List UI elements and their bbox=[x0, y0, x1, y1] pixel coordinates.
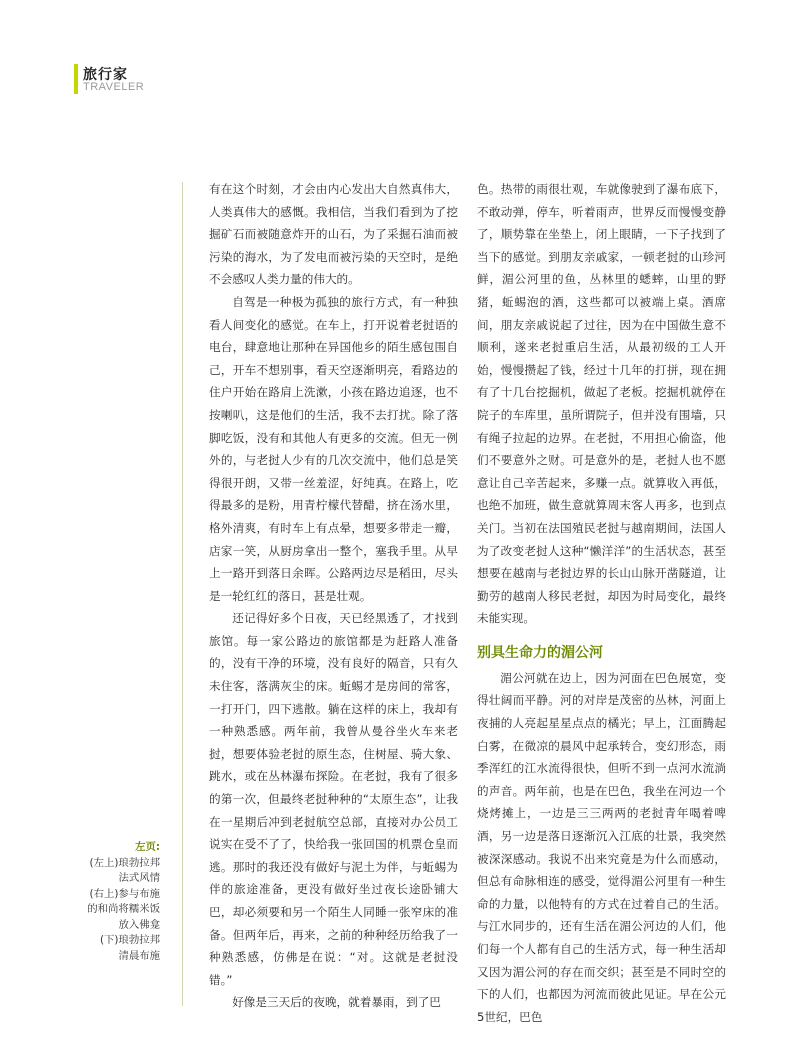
caption-line: (下)琅勃拉邦 bbox=[99, 934, 160, 946]
caption-line: 放入佛龛 bbox=[118, 918, 160, 931]
column-divider bbox=[182, 182, 183, 1006]
paragraph: 色。热带的雨很壮观，车就像驶到了瀑布底下，不敢动弹，停车，听着雨声，世界反而慢慢变静了，顺势靠在坐垫上，闭上眼睛，一下子找到了当下的感觉。到朋友亲戚家，一顿老挝的山珍河鲜，湄公河里的鱼，丛林里的蟋蟀，山里的野猪，蚯蜴泡的酒，这些都可以被端上桌。酒席间，朋友亲戚说起了过往，因为在中国做生意不顺利，遂来老挝重启生活，从最初级的工人开始，慢慢攒起了钱，经过十几年的打拼，现在拥有了十几台挖掘机，做起了老板。挖掘机就停在院子的车库里，虽所谓院子，但并没有围墙，只有绳子拉起的边界。在老挝，不用担心偷盗，他们不要意外之财。可是意外的是，老挝人也不愿意让自己辛苦起来，多赚一点。就算收入再低，也绝不加班，做生意就算周末客人再多，也到点关门。当初在法国殖民老挝与越南期间，法国人为了改变老挝人这种“懒洋洋”的生活状态，甚至想要在越南与老挝边界的长山山脉开凿隧道，让勤劳的越南人移民老挝，却因为时局变化，最终未能实现。 bbox=[477, 182, 726, 626]
caption-line: 的和尚将糯米饭 bbox=[87, 903, 160, 915]
article-column-right bbox=[477, 178, 726, 1028]
caption-line: (左上)琅勃拉邦 bbox=[89, 856, 160, 869]
photo-caption bbox=[60, 840, 160, 964]
paragraph: 还记得好多个日夜，天已经黑透了，才找到旅馆。每一家公路边的旅馆都是为赶路人准备的，没有干净的环境，没有良好的隔音，只有久未住客，落满灰尘的床。蚯蜴才是房间的常客，一打开门，四下逃散。躺在这样的床上，我却有一种熟悉感。两年前，我曾从曼谷坐火车来老挝，想要体验老挝的原生态，住树屋、骑大象、跳水，或在丛林瀑布探险。在老挝，我有了很多的第一次，但最终老挝种种的“太原生态”，让我在一星期后冲到老挝航空总部，直接对办公员工说实在受不了了，快给我一张回国的机票仓皇而逃。那时的我还没有做好与泥土为伴，与蚯蜴为伴的旅途准备，更没有做好坐过夜长途卧铺大巴，却必须要和另一个陌生人同睡一张窄床的准备。但两年后，再来，之前的种种经历给我了一种熟悉感，仿佛是在说：“对。这就是老挝没错。” bbox=[209, 611, 458, 987]
paragraph: 好像是三天后的夜晚，就着暴雨，到了巴 bbox=[232, 995, 441, 1010]
caption-line: (右上)参与布施 bbox=[89, 887, 160, 900]
article-column-left bbox=[209, 178, 458, 1014]
caption-line: 法式风情 bbox=[118, 872, 160, 884]
caption-title: 左页: bbox=[135, 841, 160, 853]
brand-accent-bar bbox=[74, 64, 78, 94]
magazine-title: 旅行家 bbox=[83, 67, 128, 83]
paragraph: 湄公河就在边上，因为河面在巴色展宽，变得壮阔而平静。河的对岸是茂密的丛林，河面上夜捕的人亮起星星点点的橘光；早上，江面腾起白雾，在微凉的晨风中起承转合，变幻形态，雨季浑红的江水流得很快，但听不到一点河水流淌的声音。两年前，也是在巴色，我坐在河边一个烧烤摊上，一边是三三两两的老挝青年喝着啤酒，另一边是落日逐渐沉入江底的壮景，我突然被深深感动。我说不出来究竟是为什么而感动，但总有命脉相连的感受，觉得湄公河里有一种生命的力量，以他特有的方式在过着自己的生活。与江水同步的，还有生活在湄公河边的人们，他们每一个人都有自己的生活方式，每一种生活却又因为湄公河的存在而交织；甚至是不同时空的下的人们，也都因为河流而彼此见证。早在公元5世纪，巴色 bbox=[477, 670, 726, 1024]
caption-line: 清晨布施 bbox=[118, 949, 160, 962]
paragraph: 有在这个时刻，才会由内心发出大自然真伟大，人类真伟大的感慨。我相信，当我们看到为了挖掘矿石而被随意炸开的山石，为了采掘石油而被污染的海水，为了发电而被污染的天空时，是绝不会感叹人类力量的伟大的。 bbox=[209, 182, 458, 287]
magazine-subtitle: TRAVELER bbox=[83, 81, 145, 93]
section-heading: 别具生命力的湄公河 bbox=[477, 644, 603, 661]
paragraph: 自驾是一种极为孤独的旅行方式，有一种独看人间变化的感觉。在车上，打开说着老挝语的电台，肆意地让那种在异国他乡的陌生感包围自己，开车不想别事，看天空逐渐明亮，看路边的住户开始在路肩上洗漱，小孩在路边追逐，也不按喇叭，这是他们的生活，我不去打扰。除了落脚吃饭，没有和其他人有更多的交流。但无一例外的，与老挝人少有的几次交流中，他们总是笑得很开朗，又带一丝羞涩，好纯真。在路上，吃得最多的是粉，用青柠檬代替醋，挤在汤水里，格外清爽，有时车上有点晕，想要多带走一瓣，店家一笑，从厨房拿出一整个，塞我手里。从早上一路开到落日余晖。公路两边尽是稻田，尽头是一轮红红的落日，甚是壮观。 bbox=[209, 294, 458, 603]
